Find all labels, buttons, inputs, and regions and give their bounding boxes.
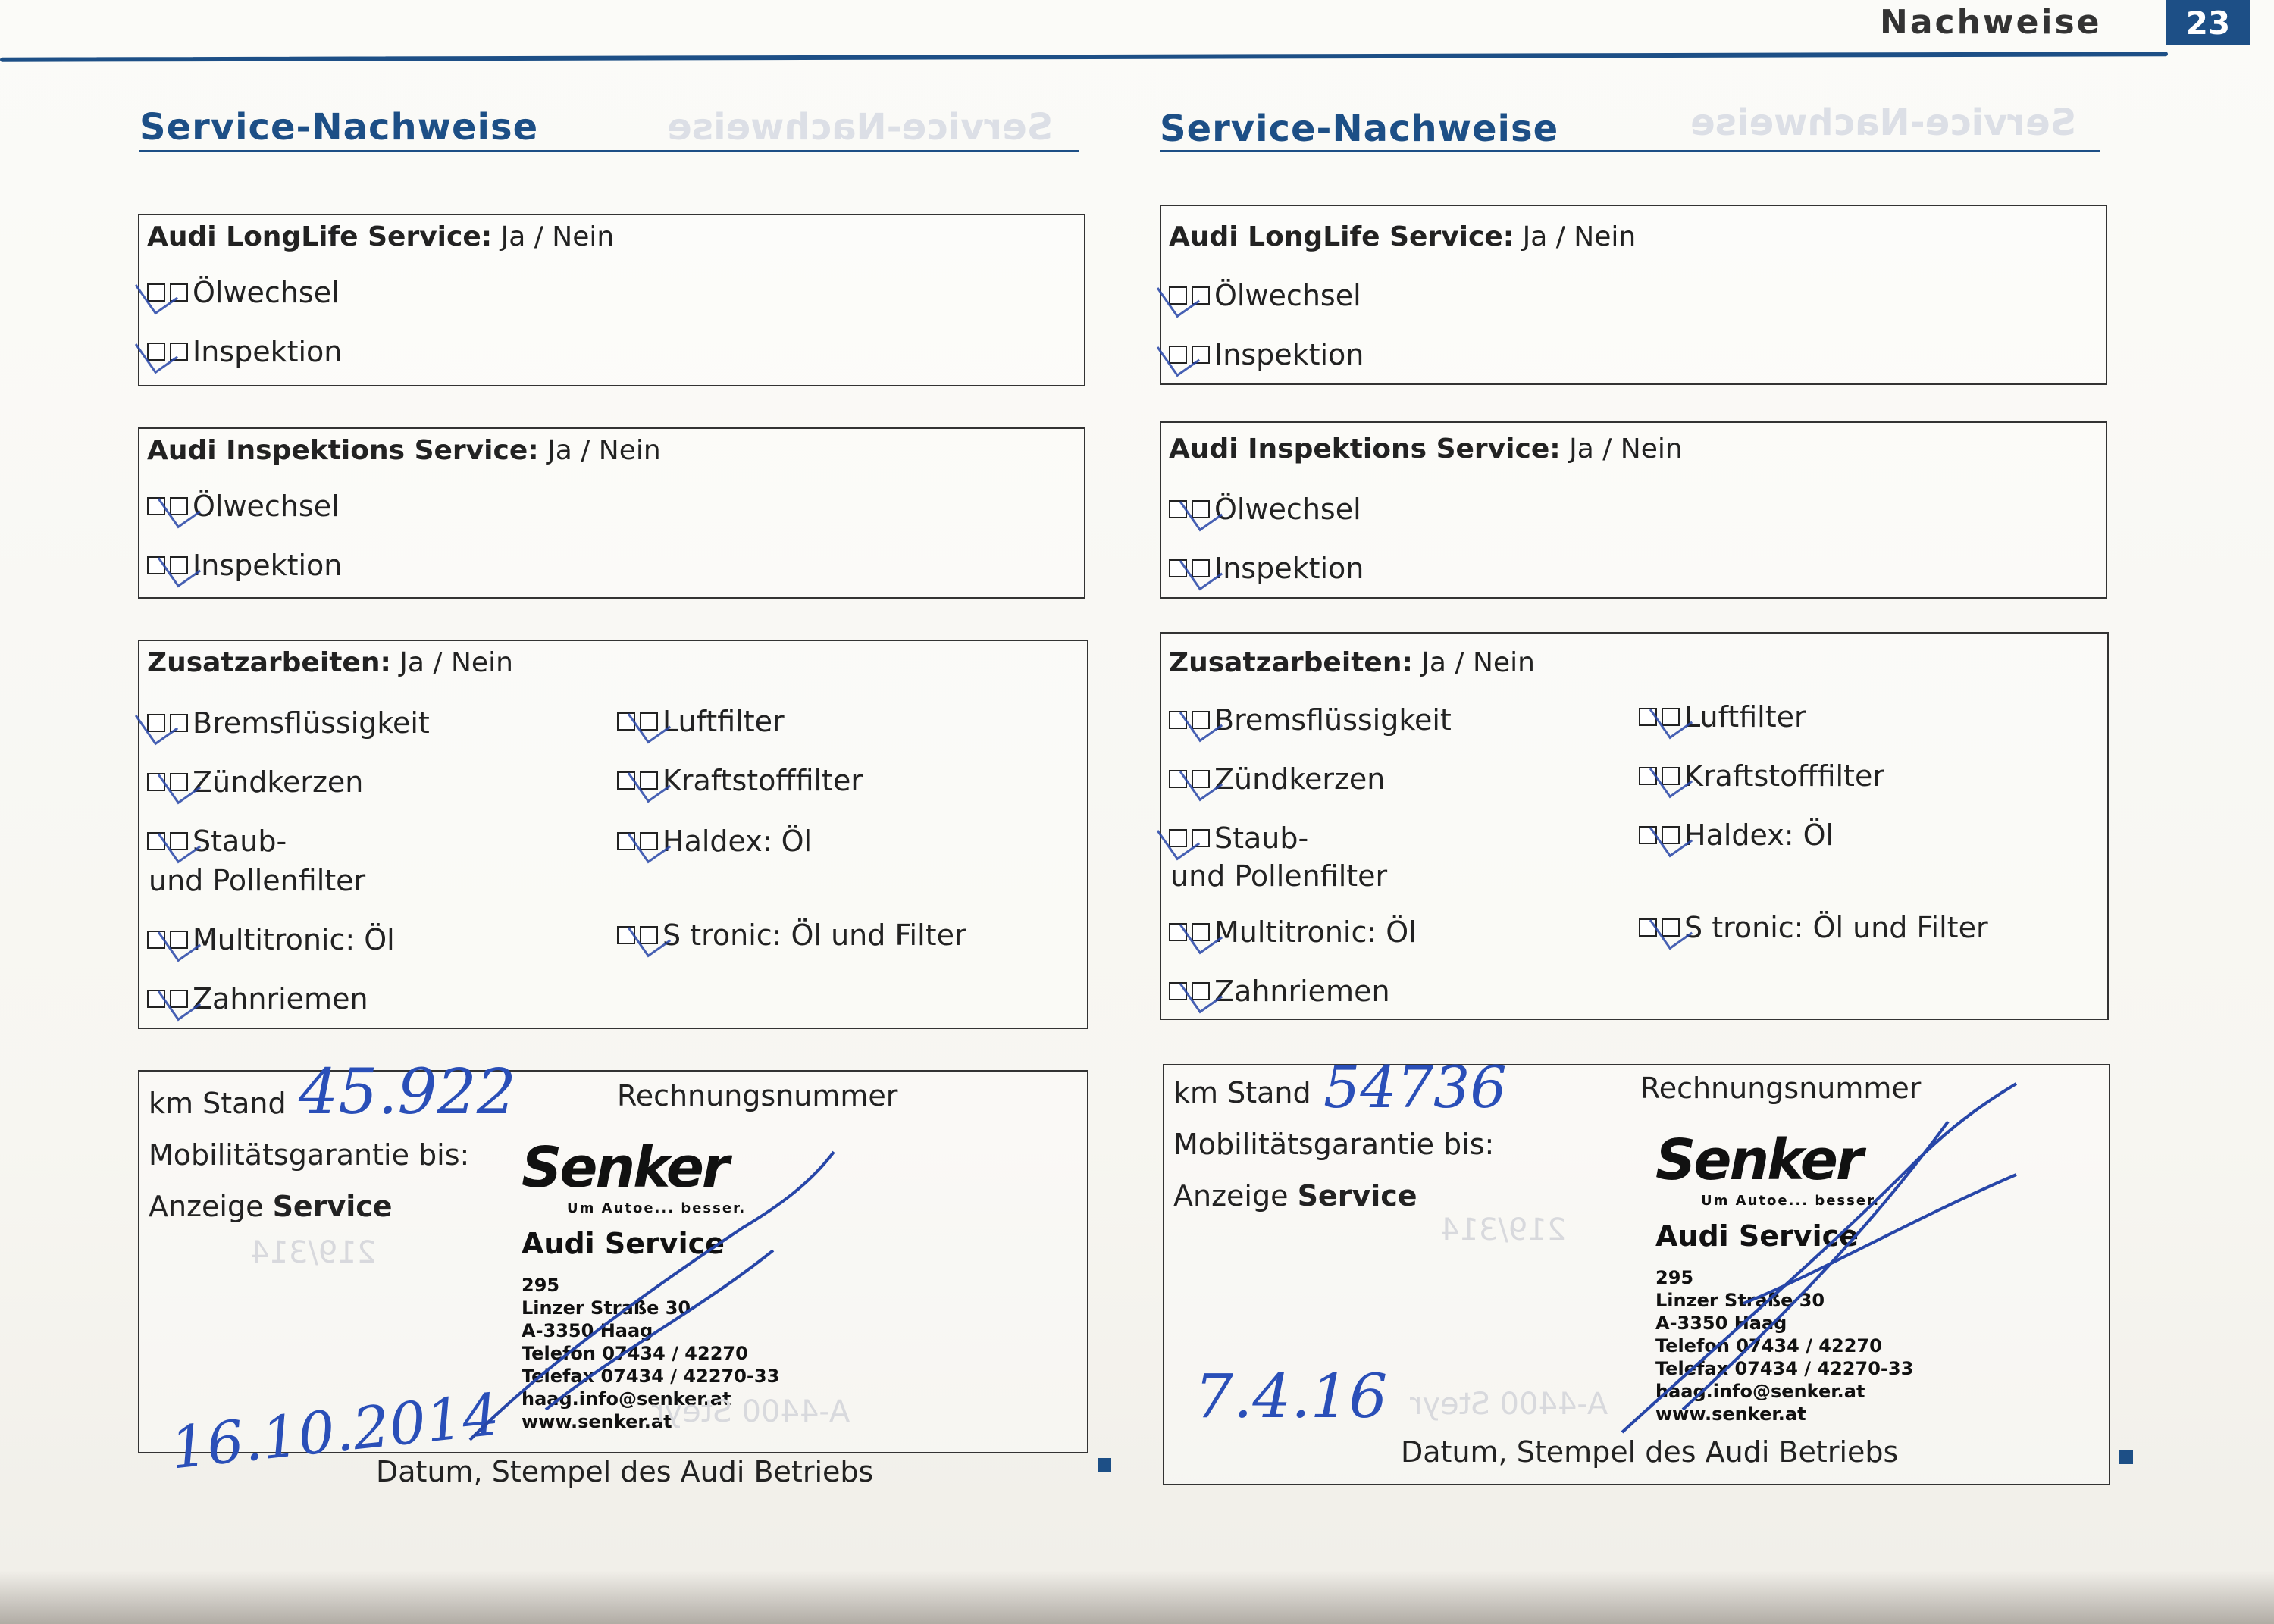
left-longlife-box: [138, 214, 1085, 386]
left-bleed-title: Service-Nachweise: [667, 106, 1054, 149]
left-zusatz-nein-checkbox[interactable]: [170, 931, 188, 949]
right-inspektion-insp-label: Inspektion: [1214, 552, 1364, 585]
right-zusatz-zahnriemen: [1169, 975, 1390, 1008]
right-zusatz-nein-checkbox[interactable]: [1662, 767, 1680, 785]
right-date-value: 7.4.16: [1195, 1361, 1388, 1432]
right-zusatz-label-staub: Staub-: [1214, 821, 1309, 855]
right-zusatz-nein-checkbox[interactable]: [1192, 770, 1210, 788]
right-stamp-city: A-3350 Haag: [1655, 1313, 1787, 1334]
left-longlife-label: Audi LongLife Service:: [147, 221, 493, 252]
right-end-marker: [2119, 1450, 2133, 1464]
left-longlife-options: Ja / Nein: [500, 221, 615, 252]
right-zusatz-label-zuendkerzen: Zündkerzen: [1214, 762, 1386, 796]
left-stamp-service: Audi Service: [522, 1227, 725, 1260]
right-zusatz-nein-checkbox[interactable]: [1662, 708, 1680, 726]
left-stamp-phone: Telefon 07434 / 42270: [522, 1343, 748, 1364]
right-anzeige-bold: Service: [1297, 1179, 1417, 1213]
right-zusatz-label-bremsfluessigkeit: Bremsflüssigkeit: [1214, 703, 1452, 737]
left-zusatz-multitronic: [147, 923, 395, 956]
right-longlife-insp-label: Inspektion: [1214, 338, 1364, 371]
right-zusatz-kraftstofffilter: [1639, 759, 1884, 793]
right-longlife-insp: [1169, 338, 1364, 371]
left-zusatz-label-staub: Staub-: [193, 825, 287, 858]
left-zusatz-label-pollenfilter: und Pollenfilter: [149, 864, 366, 897]
right-stamp-number: 295: [1655, 1267, 1694, 1288]
left-end-marker: [1098, 1458, 1111, 1472]
left-stamp-fax: Telefax 07434 / 42270-33: [522, 1366, 780, 1387]
left-zusatz-kraftstofffilter: [617, 764, 863, 797]
left-zusatz-stronic: [617, 918, 966, 952]
right-zusatz-pollen: [1170, 859, 1387, 893]
right-stamp-phone: Telefon 07434 / 42270: [1655, 1335, 1882, 1356]
left-longlife-header: [147, 221, 614, 252]
left-inspektion-oel-label: Ölwechsel: [193, 490, 340, 523]
right-zusatz-box: [1160, 632, 2109, 1020]
left-date-value: 16.10.2014: [167, 1380, 503, 1482]
right-stamp-email: haag.info@senker.at: [1655, 1381, 1865, 1402]
right-bleed-numbers: 219/314: [1440, 1213, 1567, 1247]
right-zusatz-label-zahnriemen: Zahnriemen: [1214, 975, 1390, 1008]
left-inspektion-box: [138, 427, 1085, 599]
left-inspektion-nein-insp-checkbox[interactable]: [170, 556, 188, 574]
right-stamp-tagline: Um Autoe... besser.: [1701, 1193, 1881, 1209]
right-zusatz-label-luftfilter: Luftfilter: [1684, 700, 1806, 734]
left-bleed-city: A-4400 Steyr: [652, 1394, 850, 1429]
right-longlife-ja-insp-checkbox[interactable]: [1169, 346, 1187, 364]
left-km-label: km Stand: [149, 1087, 287, 1120]
right-zusatz-nein-checkbox[interactable]: [1192, 982, 1210, 1000]
right-longlife-oel-label: Ölwechsel: [1214, 279, 1361, 312]
left-anzeige-label: [149, 1190, 393, 1223]
right-inspektion-insp: [1169, 552, 1364, 585]
left-zusatz-label-kraftstofffilter: Kraftstofffilter: [662, 764, 863, 797]
left-zusatz-label-zahnriemen: Zahnriemen: [193, 982, 368, 1015]
right-stamp-fax: Telefax 07434 / 42270-33: [1655, 1358, 1914, 1379]
right-zusatz-ja-checkbox[interactable]: [1169, 829, 1187, 847]
right-longlife-box: [1160, 205, 2107, 385]
right-zusatz-label-pollenfilter: und Pollenfilter: [1170, 859, 1388, 893]
left-inspektion-insp: [147, 549, 342, 582]
right-zusatz-stronic: [1639, 911, 1988, 944]
right-longlife-ja-oel-checkbox[interactable]: [1169, 286, 1187, 305]
left-longlife-insp: [147, 335, 342, 368]
right-inspektion-oel-label: Ölwechsel: [1214, 493, 1361, 526]
right-zusatz-luftfilter: [1639, 700, 1806, 734]
right-inspektion-box: [1160, 421, 2107, 599]
left-zusatz-header: [147, 647, 513, 678]
right-longlife-header: [1169, 221, 1636, 252]
right-stamp-logo: Senker: [1655, 1128, 1862, 1193]
left-zusatz-nein-checkbox[interactable]: [170, 990, 188, 1008]
left-mobil-label: Mobilitätsgarantie bis:: [149, 1138, 470, 1172]
left-longlife-ja-oel-checkbox[interactable]: [147, 283, 165, 302]
right-rechnung-label: Rechnungsnummer: [1640, 1072, 1922, 1105]
right-zusatz-header: [1169, 647, 1535, 678]
left-section-title: Service-Nachweise: [139, 106, 539, 149]
left-zusatz-luftfilter: [617, 705, 785, 738]
right-inspektion-options: Ja / Nein: [1569, 433, 1683, 465]
left-rechnung-label: Rechnungsnummer: [617, 1079, 898, 1112]
right-inspektion-nein-insp-checkbox[interactable]: [1192, 559, 1210, 577]
left-zusatz-staub: [147, 825, 287, 858]
right-stamp-service: Audi Service: [1655, 1219, 1859, 1253]
right-bleed-title: Service-Nachweise: [1690, 102, 2077, 144]
left-zusatz-nein-checkbox[interactable]: [170, 773, 188, 791]
left-zusatz-ja-checkbox[interactable]: [147, 714, 165, 732]
left-longlife-insp-label: Inspektion: [193, 335, 343, 368]
right-zusatz-nein-checkbox[interactable]: [1662, 826, 1680, 844]
left-stamp-web: www.senker.at: [522, 1411, 672, 1432]
right-zusatz-staub: [1169, 821, 1308, 855]
left-zusatz-zahnriemen: [147, 982, 368, 1015]
left-stamp-city: A-3350 Haag: [522, 1320, 653, 1341]
left-zusatz-label-zuendkerzen: Zündkerzen: [193, 765, 364, 799]
right-mobil-label: Mobilitätsgarantie bis:: [1173, 1128, 1495, 1161]
right-inspektion-header: [1169, 433, 1683, 465]
right-signature: [1592, 1076, 2047, 1440]
left-zusatz-label-haldex: Haldex: Öl: [662, 825, 813, 858]
left-zusatz-bremsfluessigkeit: [147, 706, 430, 740]
right-zusatz-zuendkerzen: [1169, 762, 1385, 796]
right-anzeige-text: Anzeige: [1173, 1179, 1289, 1213]
right-footer-label: Datum, Stempel des Audi Betriebs: [1401, 1435, 1899, 1469]
left-zusatz-nein-checkbox[interactable]: [640, 712, 658, 731]
left-anzeige-bold: Service: [272, 1190, 393, 1223]
left-bleed-numbers: 219/314: [250, 1235, 377, 1270]
header-rule: [0, 52, 2168, 61]
right-section-title: Service-Nachweise: [1160, 108, 1559, 150]
left-zusatz-zuendkerzen: [147, 765, 363, 799]
left-inspektion-header: [147, 435, 661, 466]
left-stamp-number: 295: [522, 1275, 560, 1296]
right-zusatz-nein-checkbox[interactable]: [1192, 923, 1210, 941]
right-inspektion-nein-oel-checkbox[interactable]: [1192, 500, 1210, 518]
left-inspektion-insp-label: Inspektion: [193, 549, 343, 582]
right-zusatz-options: Ja / Nein: [1421, 647, 1535, 678]
left-inspektion-oel: [147, 490, 340, 523]
page-number: 23: [2166, 0, 2250, 45]
right-zusatz-haldex: [1639, 818, 1834, 852]
left-stamp-street: Linzer Straße 30: [522, 1297, 691, 1319]
left-inspektion-nein-oel-checkbox[interactable]: [170, 497, 188, 515]
right-zusatz-label-kraftstofffilter: Kraftstofffilter: [1684, 759, 1884, 793]
right-stamp-street: Linzer Straße 30: [1655, 1290, 1825, 1311]
left-zusatz-label-luftfilter: Luftfilter: [662, 705, 785, 738]
right-zusatz-nein-checkbox[interactable]: [1192, 711, 1210, 729]
left-zusatz-nein-checkbox[interactable]: [640, 832, 658, 850]
right-stamp-web: www.senker.at: [1655, 1403, 1806, 1425]
right-inspektion-label: Audi Inspektions Service:: [1169, 433, 1561, 465]
left-zusatz-nein-checkbox[interactable]: [640, 926, 658, 944]
right-zusatz-label-multitronic: Multitronic: Öl: [1214, 915, 1417, 949]
left-longlife-oel: [147, 276, 340, 309]
right-inspektion-oel: [1169, 493, 1361, 526]
right-longlife-oel: [1169, 279, 1361, 312]
left-zusatz-label: Zusatzarbeiten:: [147, 647, 391, 678]
left-inspektion-options: Ja / Nein: [547, 435, 661, 466]
right-longlife-label: Audi LongLife Service:: [1169, 221, 1514, 252]
left-inspektion-label: Audi Inspektions Service:: [147, 435, 539, 466]
right-longlife-options: Ja / Nein: [1522, 221, 1637, 252]
left-anzeige-text: Anzeige: [149, 1190, 264, 1223]
left-stamp-email: haag.info@senker.at: [522, 1388, 731, 1410]
left-stamp-tagline: Um Autoe... besser.: [567, 1200, 747, 1216]
right-zusatz-label-stronic: S tronic: Öl und Filter: [1684, 911, 1988, 944]
right-zusatz-nein-checkbox[interactable]: [1662, 918, 1680, 937]
left-zusatz-nein-checkbox[interactable]: [170, 832, 188, 850]
left-zusatz-box: [138, 640, 1088, 1029]
right-bleed-city: A-4400 Steyr: [1410, 1387, 1608, 1422]
left-footer-label: Datum, Stempel des Audi Betriebs: [376, 1455, 874, 1488]
right-section-rule: [1160, 150, 2100, 152]
right-anzeige-label: [1173, 1179, 1417, 1213]
left-zusatz-haldex: [617, 825, 812, 858]
left-section-rule: [139, 150, 1079, 152]
left-zusatz-label-stronic: S tronic: Öl und Filter: [662, 918, 966, 952]
left-zusatz-label-bremsfluessigkeit: Bremsflüssigkeit: [193, 706, 430, 740]
left-longlife-ja-insp-checkbox[interactable]: [147, 343, 165, 361]
page-bottom-shadow: [0, 1571, 2274, 1624]
right-zusatz-label: Zusatzarbeiten:: [1169, 647, 1413, 678]
left-km-value: 45.922: [299, 1056, 516, 1128]
left-zusatz-pollen: [149, 864, 365, 897]
right-zusatz-label-haldex: Haldex: Öl: [1684, 818, 1834, 852]
left-zusatz-options: Ja / Nein: [399, 647, 513, 678]
right-km-label: km Stand: [1173, 1076, 1311, 1109]
right-km-value: 54736: [1323, 1053, 1507, 1121]
left-zusatz-nein-checkbox[interactable]: [640, 771, 658, 790]
left-stamp-logo: Senker: [522, 1135, 728, 1200]
left-longlife-oel-label: Ölwechsel: [193, 276, 340, 309]
left-zusatz-label-multitronic: Multitronic: Öl: [193, 923, 395, 956]
right-zusatz-multitronic: [1169, 915, 1417, 949]
right-zusatz-bremsfluessigkeit: [1169, 703, 1452, 737]
page-header-title: Nachweise: [1880, 3, 2102, 42]
